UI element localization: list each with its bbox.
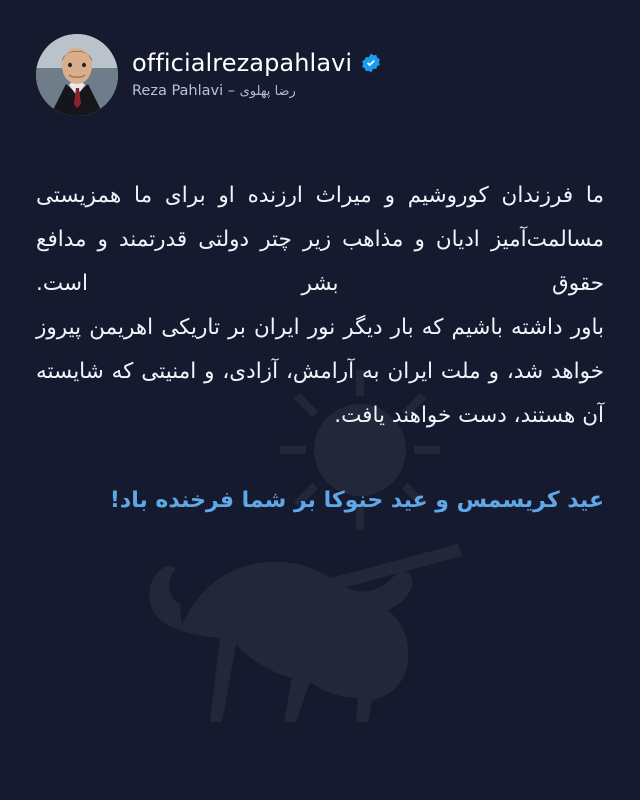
post-paragraph-1: ما فرزندان کوروشیم و میراث ارزنده او برای ما همزیستی مسالمت‌آمیز ادیان و مذاهب زیر چتر دولتی قدرتمند و مدافع حقوق بشر است. (36, 183, 604, 296)
name-separator: – (227, 82, 236, 99)
handle-row (132, 50, 382, 76)
verified-check-icon (360, 52, 382, 74)
avatar[interactable] (36, 34, 118, 116)
display-name-fa: رضا پهلوی (239, 83, 296, 99)
display-name (132, 83, 382, 100)
post-paragraph-2: باور داشته باشیم که بار دیگر نور ایران بر تاریکی اهریمن پیروز خواهد شد، و ملت ایران به آرامش، آزادی، و امنیتی که شایسته آن هستند، دست خواهند یافت. (36, 315, 604, 428)
account-names (132, 50, 382, 100)
post-body (36, 174, 604, 438)
post-greeting: عید کریسمس و عید حنوکا بر شما فرخنده باد! (109, 488, 604, 513)
account-header[interactable] (36, 34, 604, 116)
account-handle[interactable]: officialrezapahlavi (132, 49, 353, 78)
display-name-en: Reza Pahlavi (132, 82, 224, 99)
